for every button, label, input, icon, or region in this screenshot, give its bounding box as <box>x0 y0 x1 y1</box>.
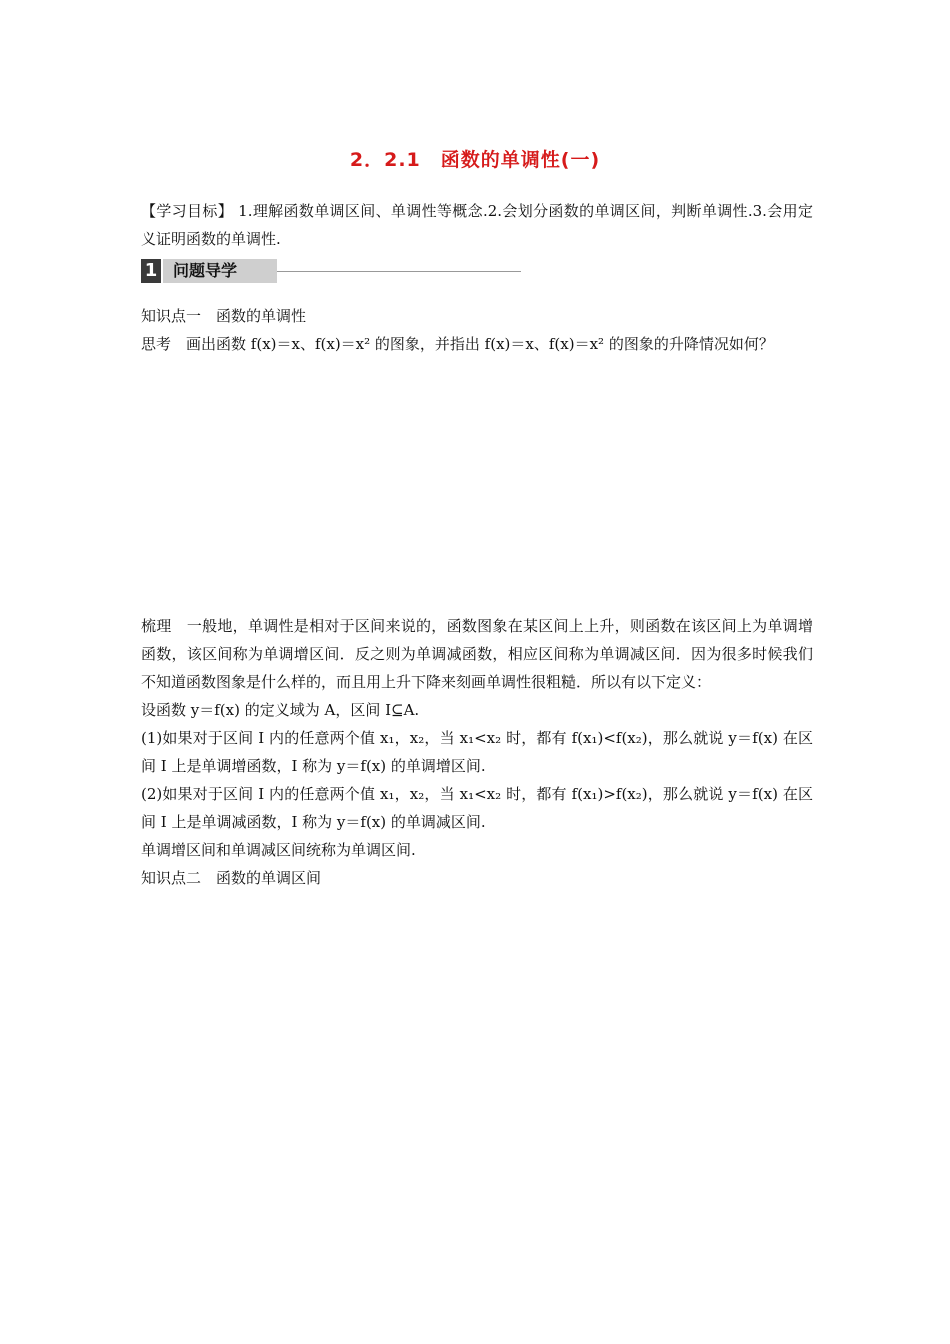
summary-label: 梳理 <box>141 617 187 635</box>
summary-text: 一般地，单调性是相对于区间来说的，函数图象在某区间上上升，则函数在该区间上为单调增函数，该区间称为单调增区间．反之则为单调减函数，相应区间称为单调减区间．因为很多时候我们不知道函数图象是什么样的，而且用上升下降来刻画单调性很粗糙．所以有以下定义： <box>141 617 813 691</box>
summary-paragraph <box>141 612 813 696</box>
think-paragraph <box>141 330 813 358</box>
definition-intro: 设函数 y＝f(x) 的定义域为 A，区间 I⊆A. <box>141 701 420 719</box>
definition-increasing: (1)如果对于区间 I 内的任意两个值 x₁，x₂，当 x₁<x₂ 时，都有 f(x₁)<f(x₂)，那么就说 y＝f(x) 在区间 I 上是单调增函数，I 称为 y＝f(x) 的单调增区间. <box>141 729 813 775</box>
think-label: 思考 <box>141 335 187 353</box>
section-divider <box>277 271 521 272</box>
page-title: 2．2.1 函数的单调性(一) <box>349 149 601 171</box>
think-block <box>141 302 813 358</box>
conclusion: 单调增区间和单调减区间统称为单调区间. <box>141 841 416 859</box>
section-label: 问题导学 <box>163 259 277 283</box>
section-number: 1 <box>141 259 161 283</box>
objectives-text: 1.理解函数单调区间、单调性等概念.2.会划分函数的单调区间，判断单调性.3.会用定义证明函数的单调性. <box>141 202 813 248</box>
think-text: 画出函数 f(x)＝x、f(x)＝x² 的图象，并指出 f(x)＝x、f(x)＝x² 的图象的升降情况如何？ <box>186 335 774 353</box>
summary-block <box>141 612 813 892</box>
knowledge-point-1: 知识点一 函数的单调性 <box>141 307 307 325</box>
learning-objectives <box>141 197 813 253</box>
definition-decreasing: (2)如果对于区间 I 内的任意两个值 x₁，x₂，当 x₁<x₂ 时，都有 f(x₁)>f(x₂)，那么就说 y＝f(x) 在区间 I 上是单调减函数，I 称为 y＝f(x) 的单调减区间. <box>141 785 813 831</box>
knowledge-point-2: 知识点二 函数的单调区间 <box>141 869 322 887</box>
objectives-label: 【学习目标】 <box>141 202 234 220</box>
section-header <box>141 259 521 283</box>
